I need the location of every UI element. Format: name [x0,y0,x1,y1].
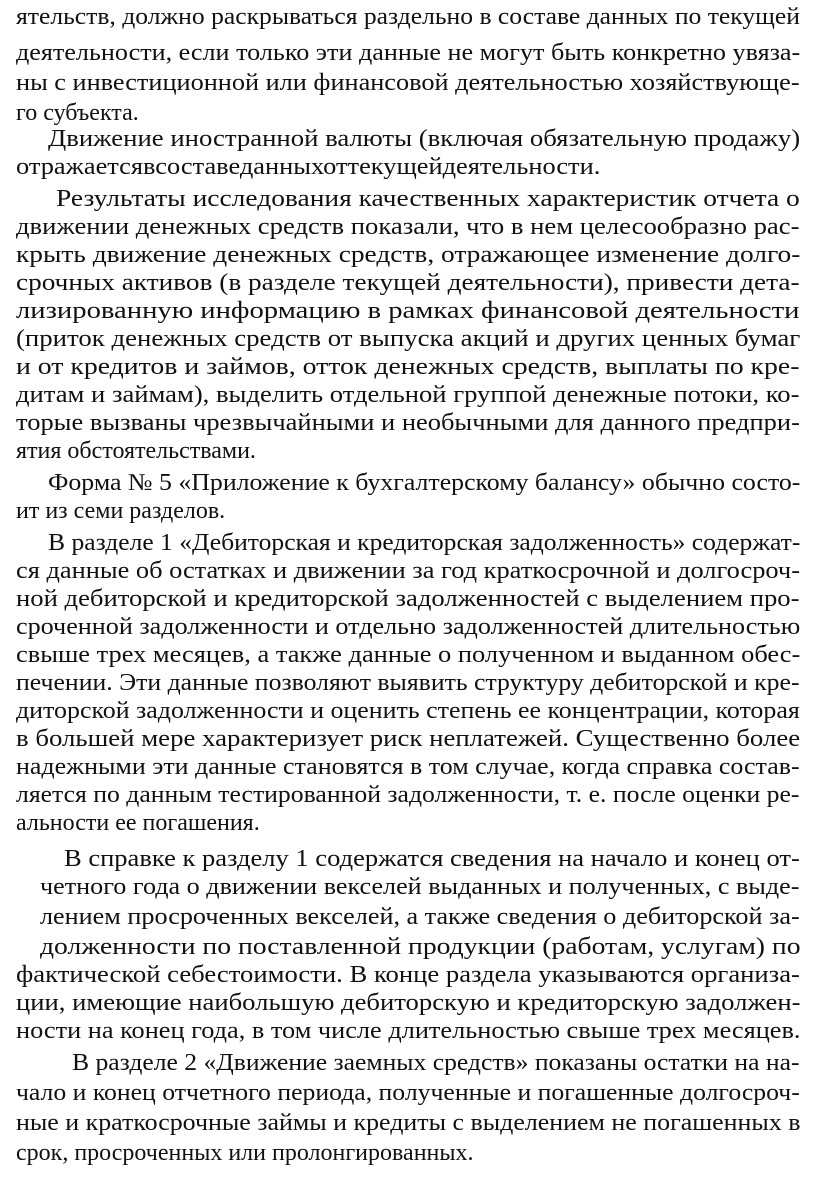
text-line: Движение иностранной валюты (включая обязательную продажу) [48,126,801,152]
text-line: диторской задолженности и оценить степень ее концентрации, которая [16,698,800,724]
text-line: четного года о движении векселей выданных и полученных, с выде- [40,874,800,900]
text-line: ся данные об остатках и движении за год краткосрочной и долгосроч- [16,558,800,584]
text-line: Форма № 5 «Приложение к бухгалтерскому балансу» обычно состо- [48,470,801,496]
text-line: движении денежных средств показали, что в нем целесообразно рас- [16,214,800,240]
text-line: чало и конец отчетного периода, полученные и погашенные долгосроч- [16,1080,800,1106]
text-line: го субъекта. [16,100,139,126]
text-line: ляется по данным тестированной задолженности, т. е. после оценки ре- [16,782,800,808]
text-line: и от кредитов и займов, отток денежных средств, выплаты по кре- [16,354,800,380]
text-line: В разделе 1 «Дебиторская и кредиторская задолженность» содержат- [48,530,801,556]
text-line: надежными эти данные становятся в том случае, когда справка состав- [16,754,800,780]
text-line: ятия обстоятельствами. [16,438,256,464]
text-line: лизированную информацию в рамках финансовой деятельности [16,298,800,324]
text-line: сроченной задолженности и отдельно задолженностей длительностью [16,614,801,640]
text-line: ции, имеющие наибольшую дебиторскую и кредиторскую задолжен- [16,990,801,1016]
text-line: В справке к разделу 1 содержатся сведения на начало и конец от- [64,846,800,872]
text-line: альности ее погашения. [16,810,260,836]
text-line: ны с инвестиционной или финансовой деятельностью хозяйствующе- [16,70,800,96]
text-line: торые вызваны чрезвычайными и необычными для данного предпри- [16,410,800,436]
text-line: печении. Эти данные позволяют выявить структуру дебиторской и кре- [16,670,800,696]
text-line: отражаетсявсоставеданныхоттекущейдеятельности. [16,154,601,180]
text-line: фактической себестоимости. В конце раздела указываются организа- [16,962,800,988]
text-line: ит из семи разделов. [16,498,226,524]
text-line: В разделе 2 «Движение заемных средств» показаны остатки на на- [72,1050,800,1076]
text-line: дитам и займам), выделить отдельной группой денежные потоки, ко- [16,382,800,408]
text-line: срок, просроченных или пролонгированных. [16,1140,474,1166]
text-line: в большей мере характеризует риск неплатежей. Существенно более [16,726,801,752]
text-line: ности на конец года, в том числе длительностью свыше трех месяцев. [16,1018,801,1044]
text-line: свыше трех месяцев, а также данные о полученном и выданном обес- [16,642,801,668]
text-line: ные и краткосрочные займы и кредиты с выделением не погашенных в [16,1110,801,1136]
text-line: (приток денежных средств от выпуска акций и других ценных бумаг [16,326,801,352]
text-line: крыть движение денежных средств, отражающее изменение долго- [16,242,801,268]
text-line: долженности по поставленной продукции (работам, услугам) по [40,934,801,960]
text-line: ятельств, должно раскрываться раздельно в составе данных по текущей [16,4,800,30]
text-line: ной дебиторской и кредиторской задолженностей с выделением про- [16,586,800,612]
text-line: срочных активов (в разделе текущей деятельности), привести дета- [16,270,800,296]
text-line: Результаты исследования качественных характеристик отчета о [56,186,800,212]
text-line: деятельности, если только эти данные не могут быть конкретно увяза- [16,40,801,66]
text-line: лением просроченных векселей, а также сведения о дебиторской за- [40,904,800,930]
